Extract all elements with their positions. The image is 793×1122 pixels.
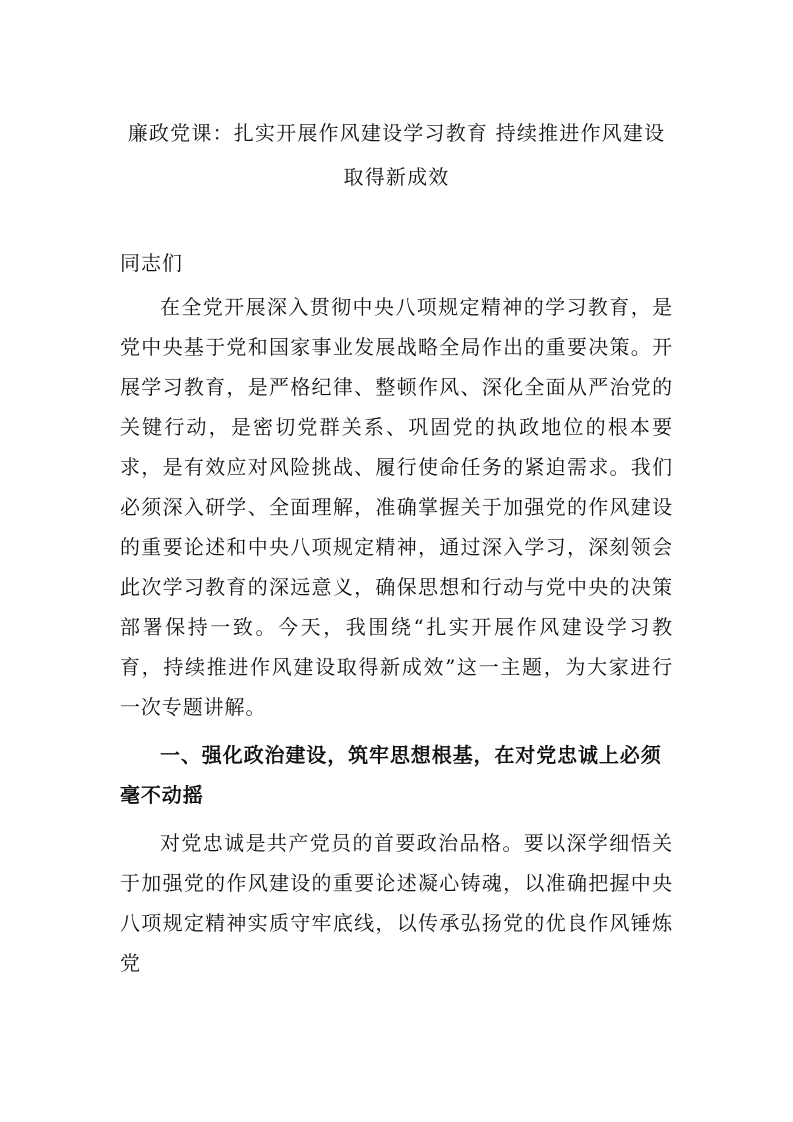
document-title: 廉政党课：扎实开展作风建设学习教育 持续推进作风建设取得新成效 (127, 121, 666, 189)
document-body (120, 111, 673, 983)
salutation: 同志们 (120, 251, 183, 275)
intro-paragraph: 在全党开展深入贯彻中央八项规定精神的学习教育，是党中央基于党和国家事业发展战略全局作出的重要决策。开展学习教育，是严格纪律、整顿作风、深化全面从严治党的关键行动，是密切党群关系、巩固党的执政地位的根本要求，是有效应对风险挑战、履行使命任务的紧迫需求。我们必须深入研学、全面理解，准确掌握关于加强党的作风建设的重要论述和中央八项规定精神，通过深入学习，深刻领会此次学习教育的深远意义，确保思想和行动与党中央的决策部署保持一致。今天，我围绕“扎实开展作风建设学习教育，持续推进作风建设取得新成效”这一主题，为大家进行一次专题讲解。 (120, 295, 673, 719)
section-heading-1: 一、强化政治建设，筑牢思想根基，在对党忠诚上必须毫不动摇 (120, 743, 662, 807)
section-paragraph-1: 对党忠诚是共产党员的首要政治品格。要以深学细悟关于加强党的作风建设的重要论述凝心铸魂，以准确把握中央八项规定精神实质守牢底线，以传承弘扬党的优良作风锤炼党 (120, 831, 673, 975)
